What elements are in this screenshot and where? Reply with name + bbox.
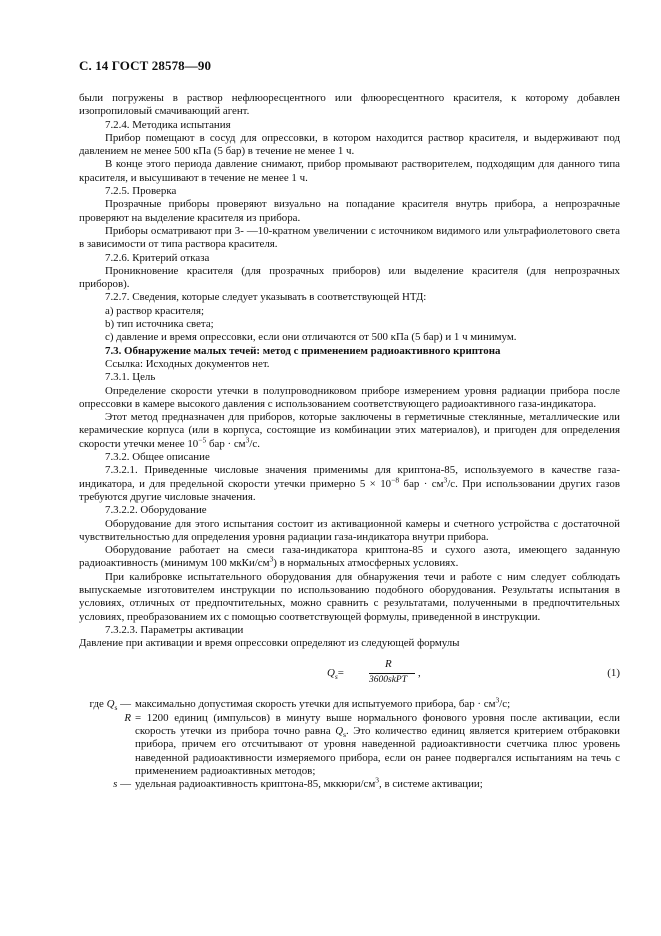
section-7-2-6-title: 7.2.6. Критерий отказа [105, 251, 210, 264]
legend-dash: — [120, 698, 131, 711]
page-header: С. 14 ГОСТ 28578—90 [79, 58, 212, 73]
text-run: 7.3.2.1. Приведенные числовые значения применимы для криптона-85, используемого в качестве газа-индикатора, и для предельной скорости утечки примерно 5 × 10 [79, 464, 620, 490]
section-7-2-4-title: 7.2.4. Методика испытания [105, 118, 231, 131]
exponent: −5 [198, 435, 207, 445]
legend-symbol [79, 778, 135, 791]
formula-1 [79, 656, 620, 694]
paragraph-reference: Ссылка: Исходных документов нет. [105, 357, 270, 370]
section-7-3-2-title: 7.3.2. Общее описание [105, 451, 210, 464]
text-run: удельная радиоактивность криптона-85, мккюри/см [135, 778, 376, 791]
legend-text [135, 775, 620, 791]
text-run: бар · см [206, 437, 246, 450]
paragraph-test-procedure: Прибор помещают в сосуд для опрессовки, в котором находится раствор красителя, и выдерживают под давлением не менее 500 кПа (5 бар) в течение не менее 1 ч. [79, 131, 620, 158]
text-run: бар · см [399, 477, 444, 490]
formula-number: (1) [607, 667, 620, 680]
legend-symbol [79, 712, 135, 778]
paragraph-method-scope [79, 411, 620, 451]
text-run: , в системе активации; [379, 778, 483, 791]
legend-text [135, 695, 620, 711]
list-item-a: a) раствор красителя; [105, 304, 205, 317]
exponent: 3 [375, 775, 380, 785]
section-7-3-title: 7.3. Обнаружение малых течей: метод с применением радиоактивного криптона [105, 344, 501, 357]
exponent: 3 [245, 435, 250, 445]
legend-row-r [79, 712, 620, 778]
text-run: /с; [499, 698, 511, 711]
section-7-2-5-title: 7.2.5. Проверка [105, 185, 177, 198]
fraction-bar [369, 673, 415, 674]
formula-lhs [327, 667, 344, 682]
symbol-sub: s [343, 730, 346, 740]
document-page [79, 58, 620, 792]
formula-denominator: 3600skPT [369, 675, 407, 686]
text-run: /с. При использовании других газов требуются другие числовые значения. [79, 477, 620, 503]
text-run: Этот метод предназначен для приборов, которые заключены в герметичные стеклянные, металлические или керамические корпуса (или в корпуса, состоящие из комбинации этих материалов), и пригоден для определения скорости утечки менее 10 [79, 411, 620, 450]
symbol-r: R [124, 711, 131, 724]
text-run: /с. [249, 437, 260, 450]
legend-prefix: где [89, 698, 104, 711]
formula-comma: , [418, 667, 421, 680]
paragraph-formula-intro: Давление при активации и время опрессовки определяют из следующей формулы [79, 637, 460, 650]
paragraph-continuation: были погружены в раствор нефлюоресцентного или флюоресцентного красителя, к которому добавлен изопропиловый смачивающий агент. [79, 92, 620, 118]
paragraph-inspection-magnification: Приборы осматривают при 3- —10-кратном увеличении с источником видимого или ультрафиолетового света в зависимости от типа раствора красителя. [79, 224, 620, 251]
section-7-2-7-title: 7.2.7. Сведения, которые следует указывать в соответствующей НТД: [105, 291, 427, 304]
paragraph-inspection-visual: Прозрачные приборы проверяют визуально на попадание красителя внутрь прибора, а непрозрачные проверяют на выделение красителя из прибора. [79, 198, 620, 224]
legend-row-s [79, 775, 620, 791]
section-7-3-1-title: 7.3.1. Цель [105, 371, 156, 384]
paragraph-equipment-gas [79, 544, 620, 571]
paragraph-equipment: Оборудование для этого испытания состоит из активационной камеры и счетного устройства с достаточной чувствительностью для определения уровня радиации газа-индикатора внутри прибора. [79, 517, 620, 543]
paragraph-calibration: При калибровке испытательного оборудования для обнаружения течи и работе с ним следует соблюдать выпускаемые изготовителем инструкции по использованию подобного оборудования. Результаты испытания в условиях, отличных от предпочтительных, можно сравнить с результатами, полученными в предпочтительных условиях, преобразованием их с помощью соответствующей формулы, приведенной в инструкции. [79, 570, 620, 623]
exponent: 3 [269, 554, 274, 564]
symbol-sub: s [114, 703, 118, 713]
text-run: Оборудование работает на смеси газа-индикатора криптона-85 и сухого азота, имеющего заданную радиоактивность (минимум 100 мкКи/см [79, 544, 620, 570]
exponent: 3 [443, 474, 448, 484]
text-run: ) в нормальных атмосферных условиях. [273, 557, 459, 570]
exponent: 3 [495, 695, 500, 705]
symbol-sub: s [334, 672, 338, 682]
section-7-3-2-3-title: 7.3.2.3. Параметры активации [105, 623, 244, 636]
paragraph-numeric-values [79, 464, 620, 504]
legend-row-qs [79, 695, 620, 713]
text-run: = 1200 единиц (импульсов) в минуту выше нормального фонового уровня после активации, если скорость утечки из прибора точно равна [135, 711, 620, 738]
formula-legend [79, 695, 620, 791]
exponent: −8 [391, 474, 400, 484]
formula-numerator: R [385, 658, 392, 671]
paragraph-purpose: Определение скорости утечки в полупроводниковом приборе измерением уровня радиации прибора после опрессовки в камере высокого давления с использованием соответствующего радиоактивного газа-индикатора. [79, 384, 620, 410]
symbol-s: s [113, 778, 118, 791]
symbol-q: Q [106, 698, 115, 711]
paragraph-pressure-release: В конце этого периода давление снимают, прибор промывают растворителем, подходящим для данного типа красителя, и высушивают в течение не менее 1 ч. [79, 158, 620, 184]
legend-symbol [79, 698, 135, 711]
text-run: . Это количество единиц является критерием отбраковки прибора, причем его отсчитывают от уровня наведенной радиоактивности счетчика плюс уровень наведенной радиоактивности измеряемого прибора, если он ранее подвергался испытаниям на течь с применением радиоактивных методов; [135, 725, 620, 777]
section-7-3-2-2-title: 7.3.2.2. Оборудование [105, 504, 207, 517]
text-run: максимально допустимая скорость утечки для испытуемого прибора, бар · см [135, 698, 496, 711]
symbol-q: Q [335, 725, 344, 738]
paragraph-failure-criterion: Проникновение красителя (для прозрачных приборов) или выделение красителя (для непрозрачных приборов). [79, 264, 620, 291]
list-item-c: c) давление и время опрессовки, если они отличаются от 500 кПа (5 бар) и 1 ч минимум. [105, 331, 517, 344]
legend-dash: — [120, 778, 131, 791]
legend-text [135, 712, 620, 778]
symbol-q: Q [327, 667, 335, 680]
list-item-b: b) тип источника света; [105, 318, 214, 331]
equals-sign: = [337, 667, 344, 680]
